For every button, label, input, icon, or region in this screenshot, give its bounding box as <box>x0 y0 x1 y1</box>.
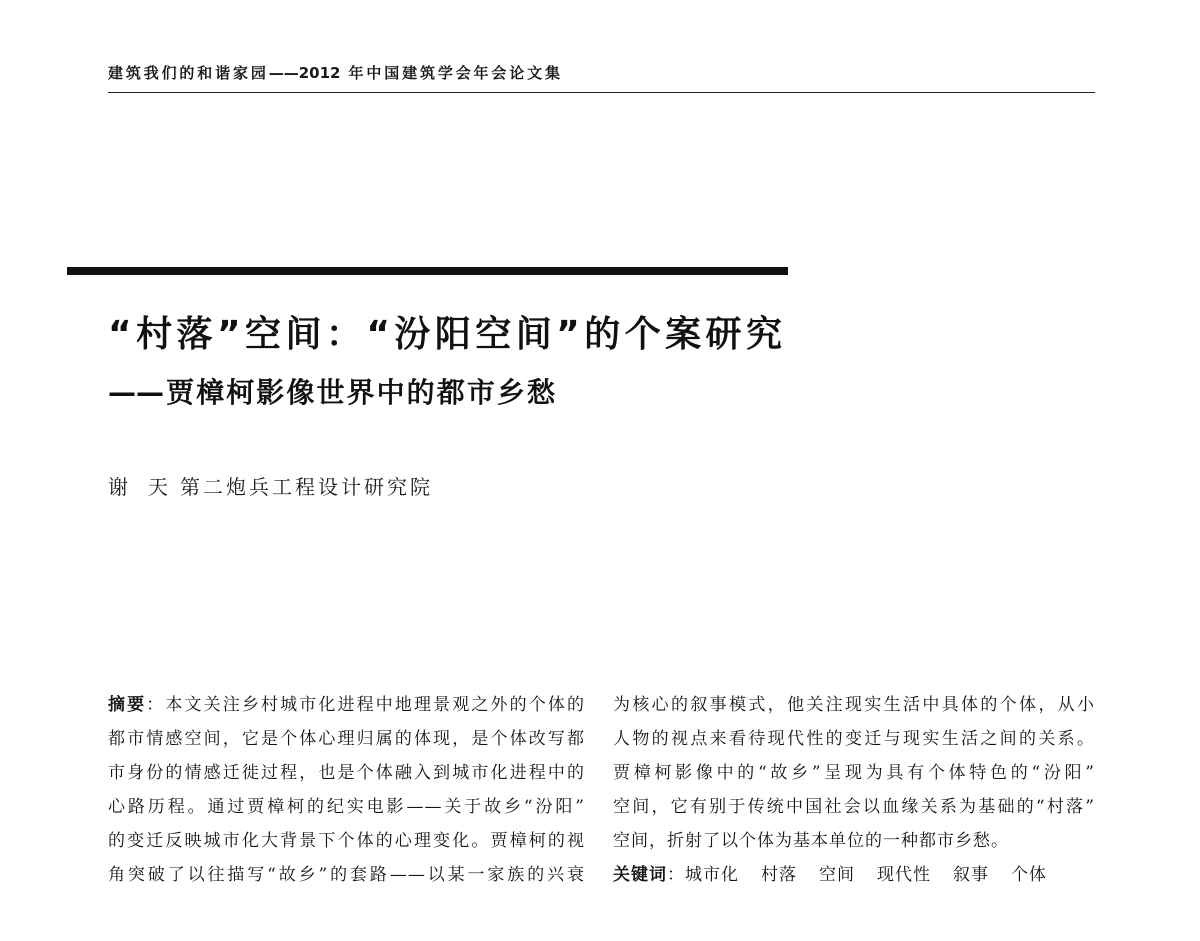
title-bar <box>67 267 788 275</box>
abstract-line: 为核心的叙事模式，他关注现实生活中具体的个体，从小 <box>613 695 1095 715</box>
keyword-item: 村落 <box>761 865 797 885</box>
keyword-item: 空间 <box>819 865 855 885</box>
abstract-line: 都市情感空间，它是个体心理归属的体现，是个体改写都 <box>108 729 585 749</box>
abstract-line: 人物的视点来看待现代性的变迁与现实生活之间的关系。 <box>613 729 1095 749</box>
paper-title: “村落”空间：“汾阳空间”的个案研究 <box>108 314 782 355</box>
abstract-line: 市身份的情感迁徙过程，也是个体融入到城市化进程中的 <box>108 763 585 783</box>
author-affiliation: 第二炮兵工程设计研究院 <box>180 475 433 499</box>
abstract-label: 摘要 <box>108 695 147 715</box>
abstract-column-left <box>108 688 585 892</box>
keywords-line <box>613 858 1095 892</box>
author-name: 谢 天 <box>108 475 168 499</box>
paper-subtitle: ——贾樟柯影像世界中的都市乡愁 <box>108 376 555 409</box>
abstract-line <box>108 688 585 722</box>
abstract-line: 角突破了以往描写“故乡”的套路——以某一家族的兴衰 <box>108 865 585 885</box>
keywords-label: 关键词 <box>613 865 667 885</box>
abstract-line: 心路历程。通过贾樟柯的纪实电影——关于故乡“汾阳” <box>108 797 585 817</box>
author-line <box>108 473 433 501</box>
running-header: 建筑我们的和谐家园——2012 年中国建筑学会年会论文集 <box>108 64 560 82</box>
abstract-text: 本文关注乡村城市化进程中地理景观之外的个体的 <box>165 695 585 715</box>
keyword-item: 城市化 <box>685 865 739 885</box>
header-rule <box>108 92 1095 93</box>
abstract-line: 贾樟柯影像中的“故乡”呈现为具有个体特色的“汾阳” <box>613 763 1095 783</box>
abstract-separator: ： <box>146 695 166 715</box>
keywords-separator: ： <box>667 865 685 885</box>
abstract-column-right <box>613 688 1095 892</box>
keyword-item: 现代性 <box>877 865 931 885</box>
abstract-line: 空间，折射了以个体为基本单位的一种都市乡愁。 <box>613 831 1009 851</box>
abstract-line: 的变迁反映城市化大背景下个体的心理变化。贾樟柯的视 <box>108 831 585 851</box>
abstract-line: 空间，它有别于传统中国社会以血缘关系为基础的“村落” <box>613 797 1095 817</box>
keyword-item: 叙事 <box>953 865 989 885</box>
keyword-item: 个体 <box>1011 865 1047 885</box>
